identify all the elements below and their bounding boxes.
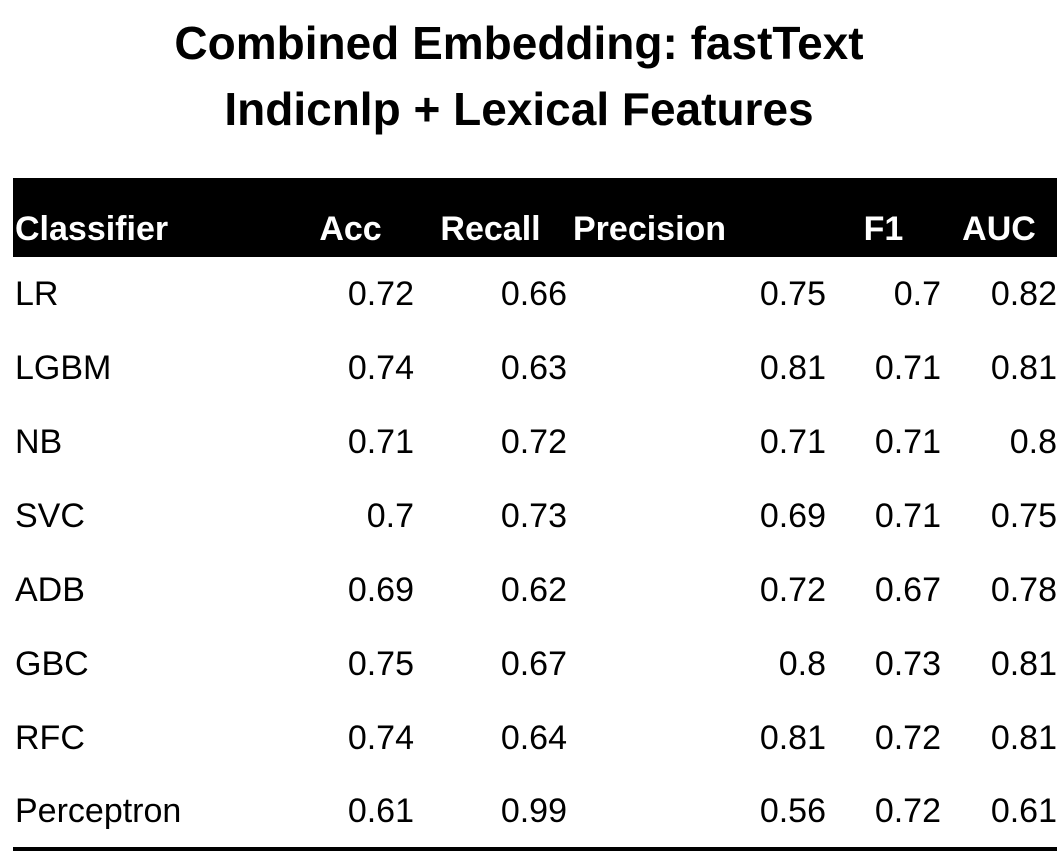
table-title [0, 10, 1038, 142]
cell-precision: 0.81 [759, 718, 826, 757]
cell-f1: 0.71 [874, 496, 941, 535]
cell-acc: 0.74 [347, 348, 414, 387]
cell-auc: 0.81 [990, 644, 1057, 683]
table-row [13, 701, 1057, 775]
cell-classifier: LGBM [15, 348, 112, 387]
table-row [13, 257, 1057, 331]
cell-precision: 0.71 [759, 422, 826, 461]
cell-acc: 0.71 [347, 422, 414, 461]
cell-f1: 0.71 [874, 348, 941, 387]
cell-precision: 0.8 [778, 644, 826, 683]
cell-precision: 0.69 [759, 496, 826, 535]
cell-classifier: GBC [15, 644, 89, 683]
header-acc: Acc [319, 210, 382, 248]
results-table [13, 178, 1057, 851]
cell-auc: 0.82 [990, 274, 1057, 313]
cell-acc: 0.61 [267, 775, 414, 849]
cell-acc: 0.7 [366, 496, 414, 535]
cell-recall: 0.63 [500, 348, 567, 387]
cell-f1: 0.72 [874, 718, 941, 757]
cell-precision: 0.72 [759, 570, 826, 609]
cell-recall: 0.72 [500, 422, 567, 461]
table-row [13, 627, 1057, 701]
cell-recall: 0.99 [414, 775, 567, 849]
cell-precision: 0.75 [759, 274, 826, 313]
header-precision: Precision [573, 210, 727, 248]
table-body [13, 257, 1057, 849]
table-row [13, 405, 1057, 479]
cell-precision: 0.56 [567, 775, 826, 849]
cell-auc: 0.81 [990, 718, 1057, 757]
table-row [13, 331, 1057, 405]
cell-auc: 0.8 [1009, 422, 1057, 461]
cell-acc: 0.74 [347, 718, 414, 757]
cell-classifier: ADB [15, 570, 85, 609]
cell-f1: 0.67 [874, 570, 941, 609]
cell-classifier: Perceptron [13, 775, 267, 849]
title-line-2: Indicnlp + Lexical Features [224, 83, 814, 135]
cell-classifier: NB [15, 422, 63, 461]
cell-recall: 0.62 [500, 570, 567, 609]
cell-recall: 0.64 [500, 718, 567, 757]
cell-recall: 0.67 [500, 644, 567, 683]
cell-acc: 0.72 [347, 274, 414, 313]
cell-f1: 0.7 [893, 274, 941, 313]
cell-classifier: RFC [15, 718, 85, 757]
cell-acc: 0.75 [347, 644, 414, 683]
cell-recall: 0.66 [500, 274, 567, 313]
cell-auc: 0.61 [941, 775, 1057, 849]
cell-f1: 0.73 [874, 644, 941, 683]
cell-f1: 0.71 [874, 422, 941, 461]
table-row [13, 775, 1057, 849]
cell-classifier: LR [15, 274, 59, 313]
header-recall: Recall [440, 210, 541, 248]
cell-acc: 0.69 [347, 570, 414, 609]
header-auc: AUC [962, 210, 1036, 248]
table-header [13, 178, 1057, 257]
cell-auc: 0.78 [990, 570, 1057, 609]
table-row [13, 479, 1057, 553]
header-f1: F1 [863, 210, 904, 248]
cell-auc: 0.75 [990, 496, 1057, 535]
header-classifier: Classifier [15, 210, 169, 248]
cell-classifier: SVC [15, 496, 85, 535]
cell-precision: 0.81 [759, 348, 826, 387]
title-line-1: Combined Embedding: fastText [174, 17, 864, 69]
header-row [13, 178, 1057, 257]
cell-f1: 0.72 [826, 775, 941, 849]
table-row [13, 553, 1057, 627]
cell-auc: 0.81 [990, 348, 1057, 387]
cell-recall: 0.73 [500, 496, 567, 535]
